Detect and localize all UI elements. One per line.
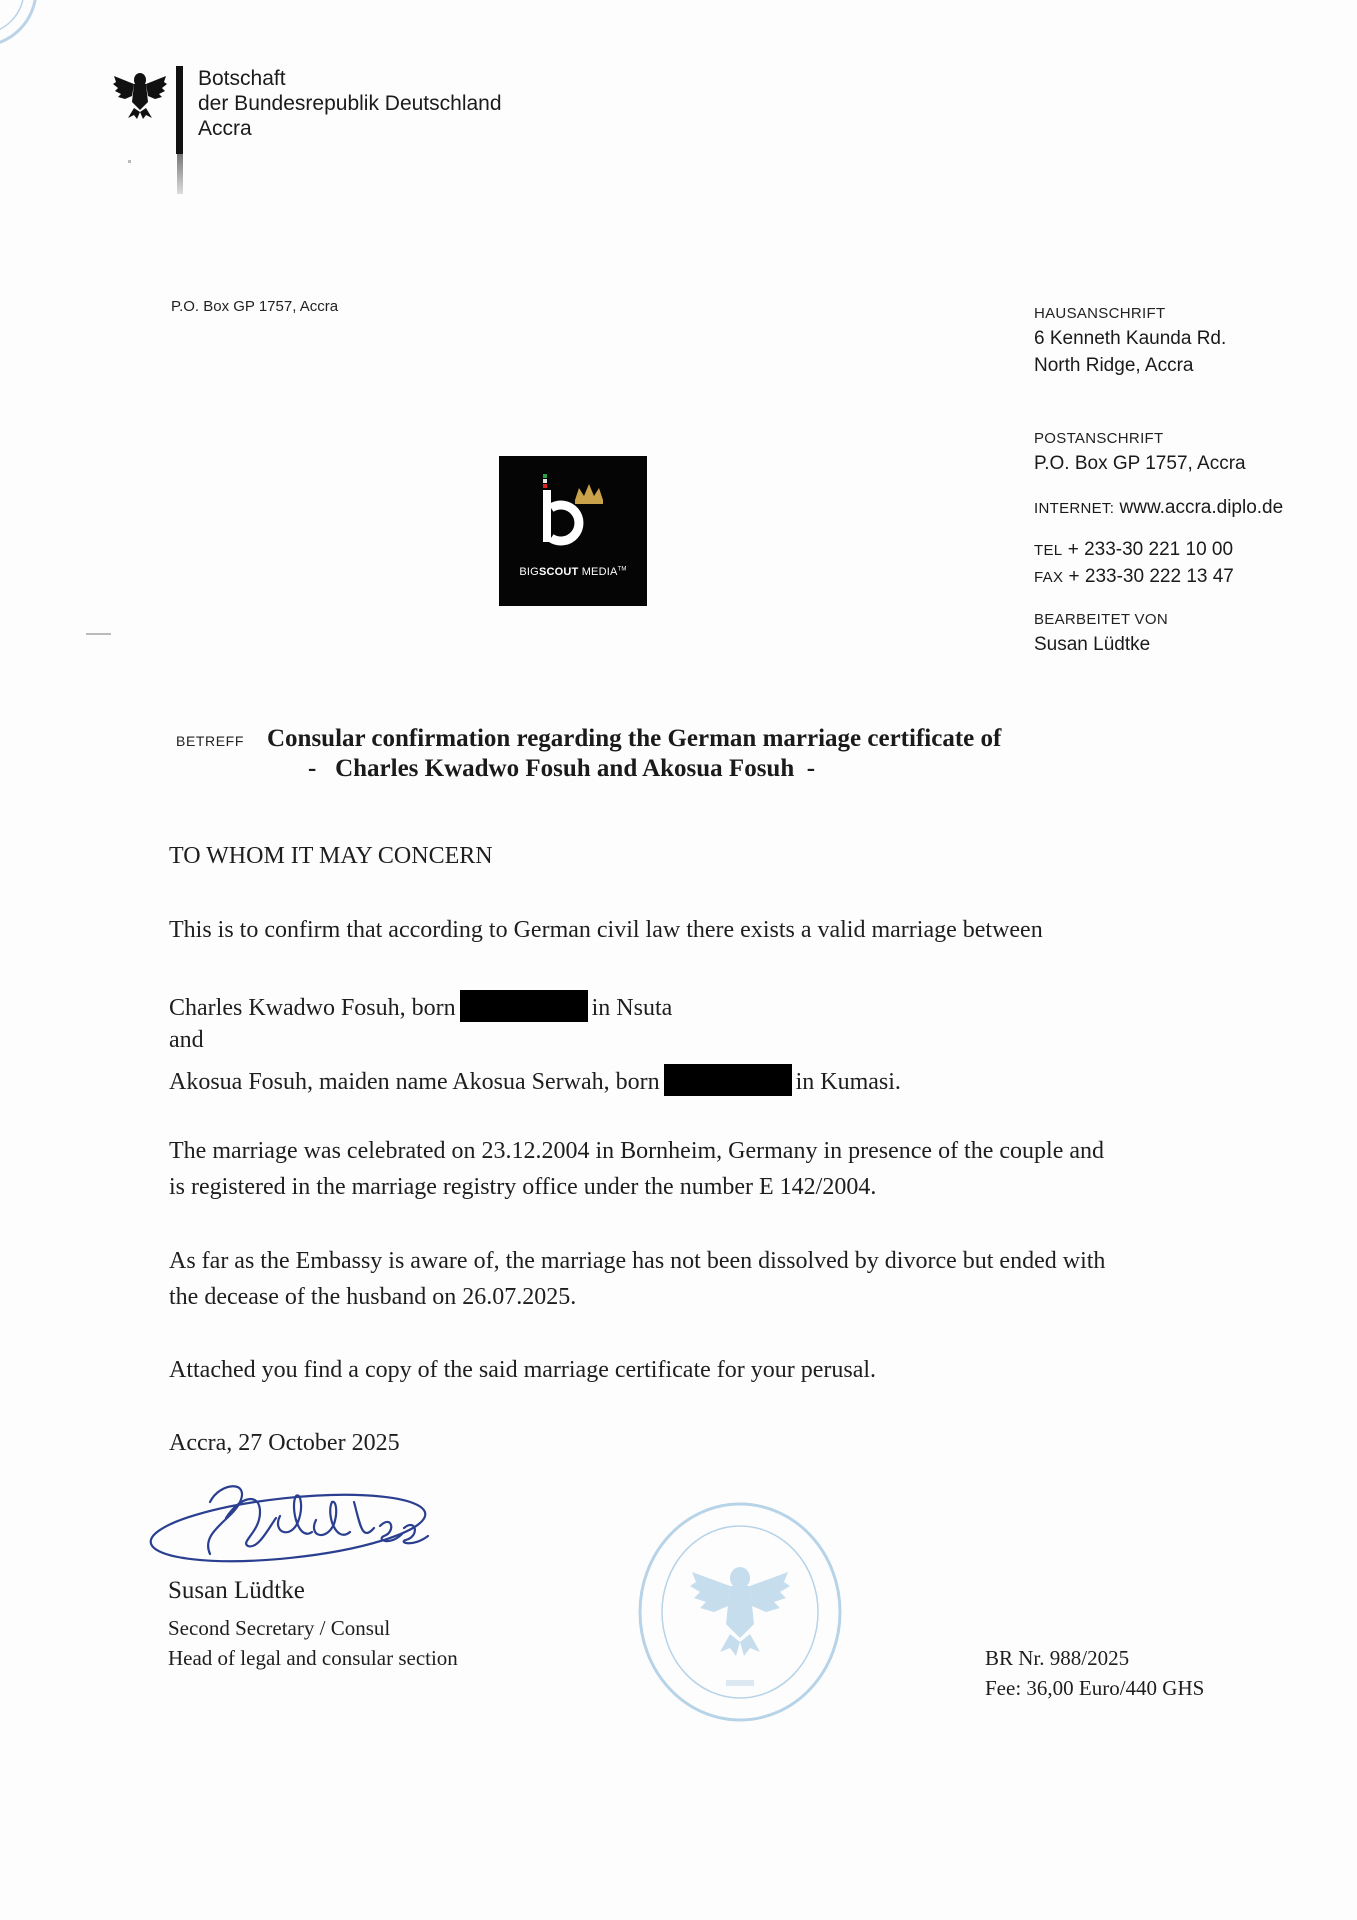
logo-mark-icon: [539, 472, 611, 558]
bearbeitet-label: BEARBEITET VON: [1034, 611, 1168, 628]
embassy-line-3: Accra: [198, 117, 252, 140]
person-2-place: in Kumasi.: [795, 1069, 901, 1095]
and-line: and: [169, 1027, 204, 1053]
embassy-line-1: Botschaft: [198, 67, 286, 90]
person-1-text: Charles Kwadwo Fosuh, born: [169, 995, 456, 1021]
hausanschrift-label: HAUSANSCHRIFT: [1034, 305, 1166, 322]
br-number: BR Nr. 988/2025: [985, 1646, 1130, 1670]
postanschrift-value: P.O. Box GP 1757, Accra: [1034, 453, 1246, 474]
paragraph-2-line-1: As far as the Embassy is aware of, the marriage has not been dissolved by divorce but ended with: [169, 1248, 1106, 1274]
subject-line-1: Consular confirmation regarding the German marriage certificate of: [267, 725, 1002, 752]
signatory-title-1: Second Secretary / Consul: [168, 1616, 391, 1640]
handwritten-signature: [140, 1462, 440, 1582]
fee: Fee: 36,00 Euro/440 GHS: [985, 1676, 1205, 1700]
salutation: TO WHOM IT MAY CONCERN: [169, 843, 493, 869]
letterhead-bar: [176, 66, 183, 154]
punch-mark: [86, 633, 111, 635]
logo-text-bold: SCOUT: [538, 566, 579, 578]
redaction-bar: [664, 1064, 792, 1096]
bearbeitet-value: Susan Lüdtke: [1034, 634, 1151, 655]
person-1-place: in Nsuta: [591, 995, 673, 1021]
embassy-seal-stamp: [630, 1490, 850, 1730]
person-1-line: [169, 990, 672, 1022]
postanschrift-label: POSTANSCHRIFT: [1034, 430, 1164, 447]
stamp-corner-fragment: [0, 0, 50, 70]
place-date: Accra, 27 October 2025: [169, 1430, 400, 1456]
hausanschrift-line-1: 6 Kenneth Kaunda Rd.: [1034, 328, 1227, 349]
betreff-label: BETREFF: [176, 733, 244, 749]
paragraph-2-line-2: the decease of the husband on 26.07.2025.: [169, 1284, 577, 1310]
return-address: P.O. Box GP 1757, Accra: [171, 298, 339, 315]
logo-text-end: MEDIA: [578, 566, 618, 578]
paragraph-1-line-1: The marriage was celebrated on 23.12.2004 in Bornheim, Germany in presence of the couple and: [169, 1138, 1105, 1164]
tel-value: + 233-30 221 10 00: [1067, 539, 1234, 560]
logo-wordmark: [499, 566, 647, 578]
logo-text-light: BIG: [519, 566, 539, 578]
internet-label: INTERNET:: [1034, 500, 1115, 517]
fax-line: [1034, 566, 1234, 588]
hausanschrift-line-2: North Ridge, Accra: [1034, 355, 1194, 376]
scan-speck: [128, 160, 131, 163]
paragraph-1-line-2: is registered in the marriage registry office under the number E 142/2004.: [169, 1174, 877, 1200]
internet-link[interactable]: www.accra.diplo.de: [1119, 497, 1284, 518]
fax-label: FAX: [1034, 569, 1064, 586]
redaction-bar: [460, 990, 588, 1022]
person-2-text: Akosua Fosuh, maiden name Akosua Serwah, born: [169, 1069, 660, 1095]
intro-paragraph: This is to confirm that according to German civil law there exists a valid marriage between: [169, 917, 1043, 943]
bigscout-media-logo: [499, 456, 647, 606]
signatory-title-2: Head of legal and consular section: [168, 1646, 458, 1670]
subject-line-2: - Charles Kwadwo Fosuh and Akosua Fosuh -: [308, 755, 816, 782]
signatory-name: Susan Lüdtke: [168, 1577, 305, 1604]
embassy-name: [198, 66, 502, 141]
fax-value: + 233-30 222 13 47: [1068, 566, 1234, 587]
tel-label: TEL: [1034, 542, 1063, 559]
letterhead-bar-fade: [177, 154, 183, 194]
internet-line: [1034, 497, 1283, 519]
tel-line: [1034, 539, 1233, 561]
paragraph-3: Attached you find a copy of the said marriage certificate for your perusal.: [169, 1357, 877, 1383]
person-2-line: [169, 1064, 901, 1096]
federal-eagle-icon: [112, 64, 168, 120]
embassy-line-2: der Bundesrepublik Deutschland: [198, 92, 502, 115]
logo-tm: TM: [617, 566, 627, 573]
